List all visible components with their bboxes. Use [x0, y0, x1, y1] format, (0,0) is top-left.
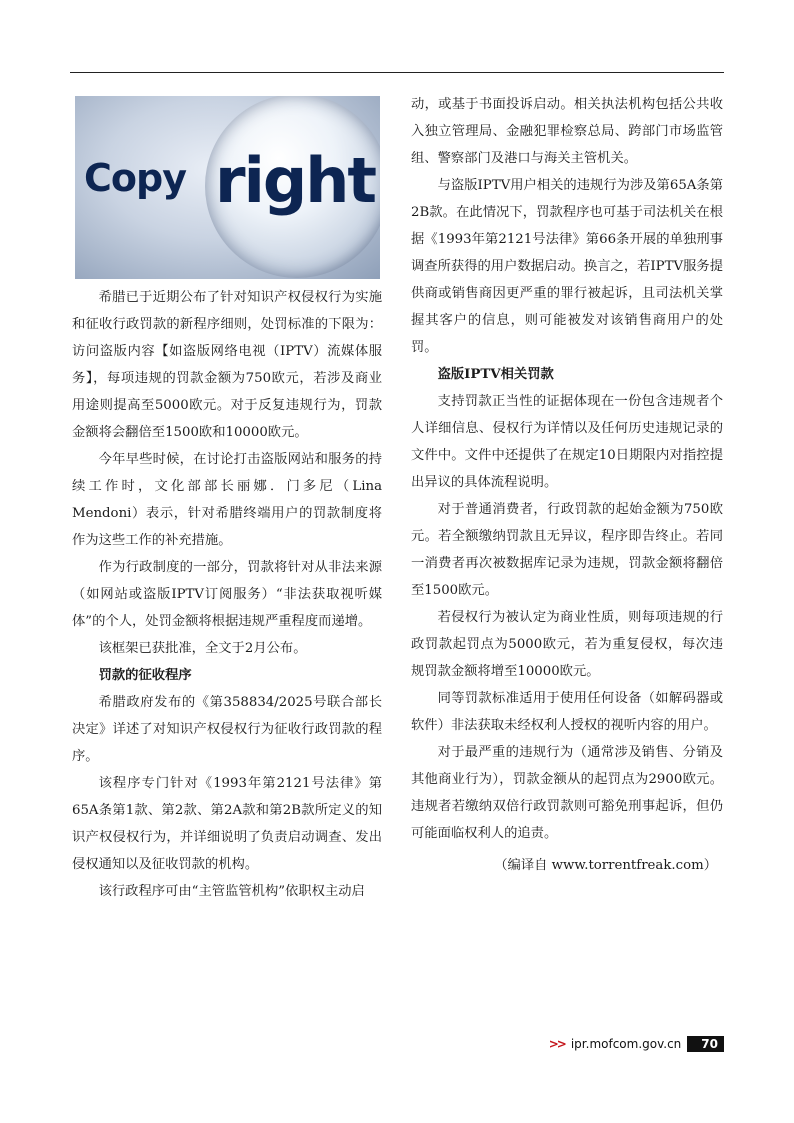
source-credit: （编译自 www.torrentfreak.com） [494, 858, 717, 873]
paragraph: 动，或基于书面投诉启动。相关执法机构包括公共收入独立管理局、金融犯罪检察总局、跨部门市场监管组、警察部门及港口与海关主管机关。 [411, 97, 723, 166]
paragraph: 对于最严重的违规行为（通常涉及销售、分销及其他商业行为），罚款金额从的起罚点为2900欧元。违规者若缴纳双倍行政罚款则可豁免刑事起诉，但仍可能面临权利人的追责。 [411, 745, 723, 841]
paragraph: 若侵权行为被认定为商业性质，则每项违规的行政罚款起罚点为5000欧元，若为重复侵权，每次违规罚款金额将增至10000欧元。 [411, 610, 723, 679]
paragraph: 支持罚款正当性的证据体现在一份包含违规者个人详细信息、侵权行为详情以及任何历史违规记录的文件中。文件中还提供了在规定10日期限内对指控提出异议的具体流程说明。 [411, 394, 723, 490]
right-column [411, 91, 723, 879]
paragraph: 希腊已于近期公布了针对知识产权侵权行为实施和征收行政罚款的新程序细则，处罚标准的下限为：访问盗版内容【如盗版网络电视（IPTV）流媒体服务】，每项违规的罚款金额为750欧元，若涉及商业用途则提高至5000欧元。对于反复违规行为，罚款金额将会翻倍至1500欧和10000欧元。 [72, 290, 382, 440]
page-number: 70 [687, 1036, 724, 1052]
paragraph: 作为行政制度的一部分，罚款将针对从非法来源（如网站或盗版IPTV订阅服务）“非法获取视听媒体”的个人，处罚金额将根据违规严重程度而递增。 [72, 560, 382, 629]
paragraph: 该程序专门针对《1993年第2121号法律》第65A条第1款、第2款、第2A款和第2B款所定义的知识产权侵权行为，并详细说明了负责启动调查、发出侵权通知以及征收罚款的机构。 [72, 776, 382, 872]
section-heading: 罚款的征收程序 [98, 668, 192, 683]
paragraph: 该框架已获批准，全文于2月公布。 [98, 641, 307, 656]
paragraph: 希腊政府发布的《第358834/2025号联合部长决定》详述了对知识产权侵权行为征收行政罚款的程序。 [72, 695, 382, 764]
left-column [72, 284, 382, 905]
paragraph: 该行政程序可由“主管监管机构”依职权主动启 [98, 884, 365, 899]
top-rule [70, 72, 724, 73]
footer-site[interactable]: ipr.mofcom.gov.cn [570, 1037, 682, 1051]
paragraph: 同等罚款标准适用于使用任何设备（如解码器或软件）非法获取未经权利人授权的视听内容的用户。 [411, 691, 723, 733]
right-word: right [215, 144, 375, 217]
copyright-illustration [75, 96, 380, 279]
section-heading: 盗版IPTV相关罚款 [437, 367, 554, 382]
double-chevron-icon: >> [548, 1037, 565, 1051]
paragraph: 今年早些时候，在讨论打击盗版网站和服务的持续工作时，文化部部长丽娜．门多尼（Lina Mendoni）表示，针对希腊终端用户的罚款制度将作为这些工作的补充措施。 [72, 452, 382, 548]
page-footer [549, 1036, 724, 1052]
copy-word: Copy [84, 156, 186, 200]
paragraph: 对于普通消费者，行政罚款的起始金额为750欧元。若全额缴纳罚款且无异议，程序即告终止。若同一消费者再次被数据库记录为违规，罚款金额将翻倍至1500欧元。 [411, 502, 723, 598]
paragraph: 与盗版IPTV用户相关的违规行为涉及第65A条第2B款。在此情况下，罚款程序也可基于司法机关在根据《1993年第2121号法律》第66条开展的单独刑事调查所获得的用户数据启动。换言之，若IPTV服务提供商或销售商因更严重的罪行被起诉，且司法机关掌握其客户的信息，则可能被发对该销售商用户的处罚。 [411, 178, 723, 355]
